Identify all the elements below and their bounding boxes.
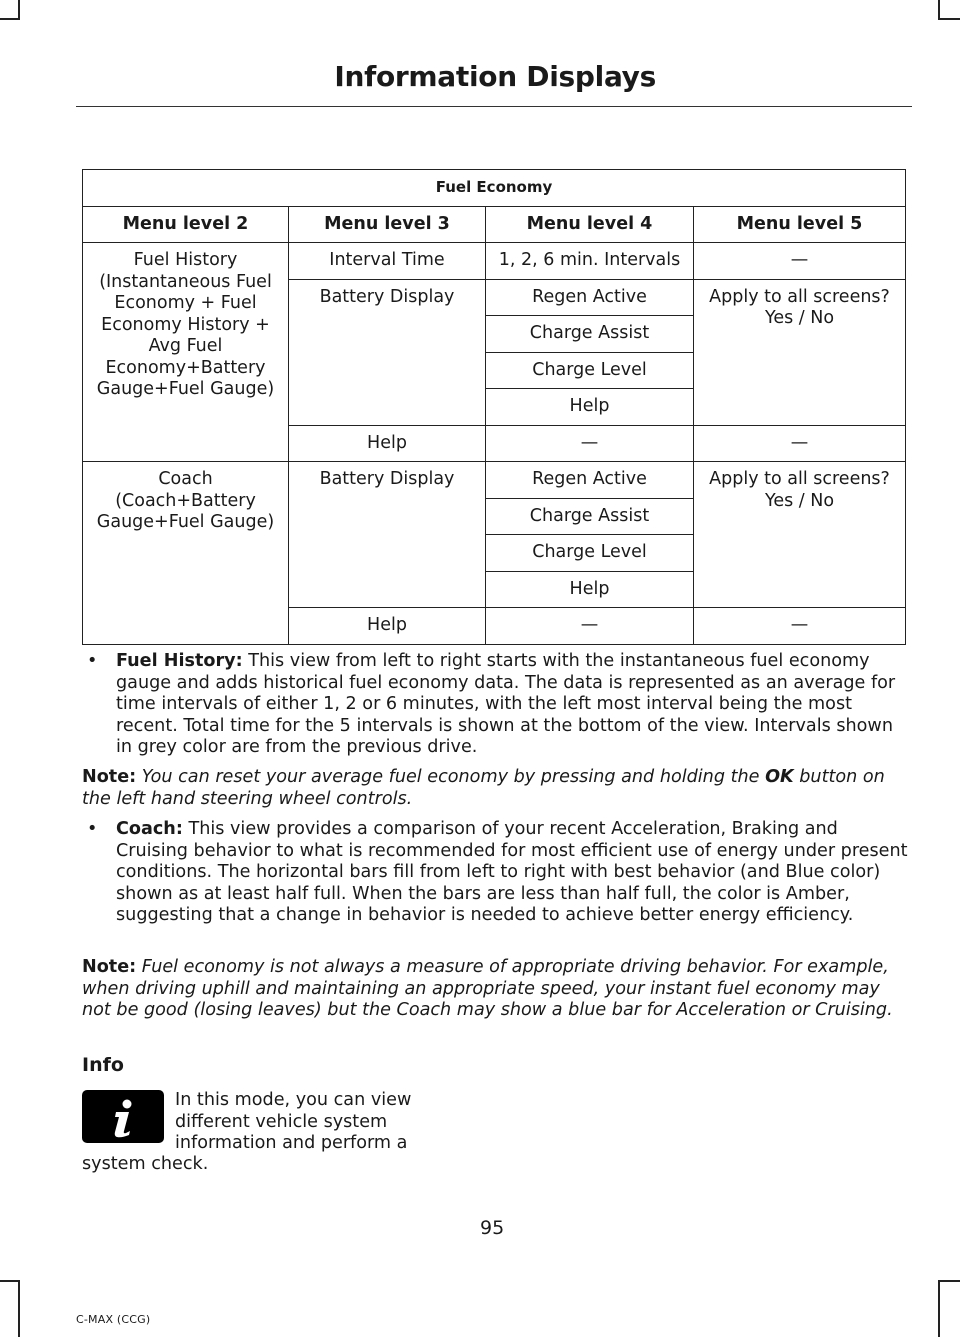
note-label: Note: <box>82 767 137 787</box>
table-cell: Coach (Coach+Battery Gauge+Fuel Gauge) <box>83 462 289 645</box>
column-header: Menu level 4 <box>486 206 694 243</box>
page-number: 95 <box>480 1217 505 1239</box>
table-cell: Battery Display <box>289 279 486 425</box>
fuel-economy-table <box>82 169 906 645</box>
note-label: Note: <box>82 957 137 977</box>
coach-paragraph <box>116 819 908 927</box>
ok-button-ref: OK <box>765 767 794 787</box>
bullet-text: This view provides a comparison of your recent Acceleration, Braking and Cruising behavior to what is recommended for most efficient use of energy under present conditions. The horizontal bars fill from left to right with best behavior (and Blue color) shown as at least half full. When the bars are less than half full, the color is Amber, suggesting that a change in behavior is needed to achieve better energy efficiency. <box>116 819 908 925</box>
table-cell: — <box>486 608 694 645</box>
table-cell: Help <box>486 389 694 426</box>
bullet-label: Fuel History: <box>116 651 243 671</box>
crop-mark <box>940 18 960 20</box>
table-cell: 1, 2, 6 min. Intervals <box>486 243 694 280</box>
note-paragraph <box>82 767 908 810</box>
table-cell: — <box>486 425 694 462</box>
table-cell: Interval Time <box>289 243 486 280</box>
column-header: Menu level 2 <box>83 206 289 243</box>
crop-mark <box>938 1280 940 1337</box>
table-cell: Help <box>289 425 486 462</box>
table-cell: Regen Active <box>486 279 694 316</box>
table-cell <box>694 279 906 425</box>
bullet-text: This view from left to right starts with the instantaneous fuel economy gauge and adds historical fuel economy data. The data is represented as an average for time intervals of either 1, 2 or 6 minutes, with the left most interval being the most recent. Total time for the 5 intervals is shown at the bottom of the view. Intervals shown in grey color are from the previous drive. <box>116 651 896 757</box>
table-cell: Charge Level <box>486 535 694 572</box>
info-description: In this mode, you can view different vehicle system information and perform a <box>175 1090 412 1153</box>
table-cell-text: Yes / No <box>764 490 835 511</box>
column-header: Menu level 5 <box>694 206 906 243</box>
note-text: button on the left hand steering wheel controls. <box>82 767 885 809</box>
table-cell: — <box>694 425 906 462</box>
table-cell: Help <box>289 608 486 645</box>
table-cell: Battery Display <box>289 462 486 608</box>
table-cell: — <box>694 608 906 645</box>
table-cell <box>694 462 906 608</box>
crop-mark <box>0 1280 20 1282</box>
table-cell: Charge Assist <box>486 498 694 535</box>
fuel-history-paragraph <box>116 651 908 759</box>
crop-mark <box>18 0 20 20</box>
table-cell: Fuel History (Instantaneous Fuel Economy + Fuel Economy History + Avg Fuel Economy+Battery Gauge+Fuel Gauge) <box>83 243 289 462</box>
bullet-icon: • <box>87 651 98 671</box>
note-paragraph <box>82 957 908 1022</box>
bullet-label: Coach: <box>116 819 183 839</box>
crop-mark <box>940 1280 960 1282</box>
table-cell-text: Apply to all screens? <box>709 286 890 307</box>
note-text: You can reset your average fuel economy by pressing and holding the <box>141 767 760 787</box>
section-heading-info: Info <box>82 1054 124 1076</box>
info-icon <box>82 1090 164 1143</box>
note-text: Fuel economy is not always a measure of appropriate driving behavior. For example, when driving uphill and maintaining an appropriate speed, your instant fuel economy may not be good (losing leaves) but the Coach may show a blue bar for Acceleration or Cruising. <box>82 957 893 1020</box>
bullet-icon: • <box>87 819 98 839</box>
crop-mark <box>0 18 20 20</box>
table-cell: — <box>694 243 906 280</box>
crop-mark <box>938 0 940 20</box>
crop-mark <box>18 1280 20 1337</box>
page-title: Information Displays <box>334 60 656 93</box>
table-cell: Charge Level <box>486 352 694 389</box>
table-cell-text: Apply to all screens? <box>709 469 890 489</box>
footer-model: C-MAX (CCG) <box>76 1313 151 1326</box>
table-caption: Fuel Economy <box>83 170 906 207</box>
header-rule <box>76 106 912 107</box>
table-cell-text: Yes / No <box>764 308 835 328</box>
table-cell: Help <box>486 571 694 608</box>
table-cell: Charge Assist <box>486 316 694 353</box>
column-header: Menu level 3 <box>289 206 486 243</box>
info-description-cont: system check. <box>82 1154 209 1174</box>
table-cell: Regen Active <box>486 462 694 499</box>
